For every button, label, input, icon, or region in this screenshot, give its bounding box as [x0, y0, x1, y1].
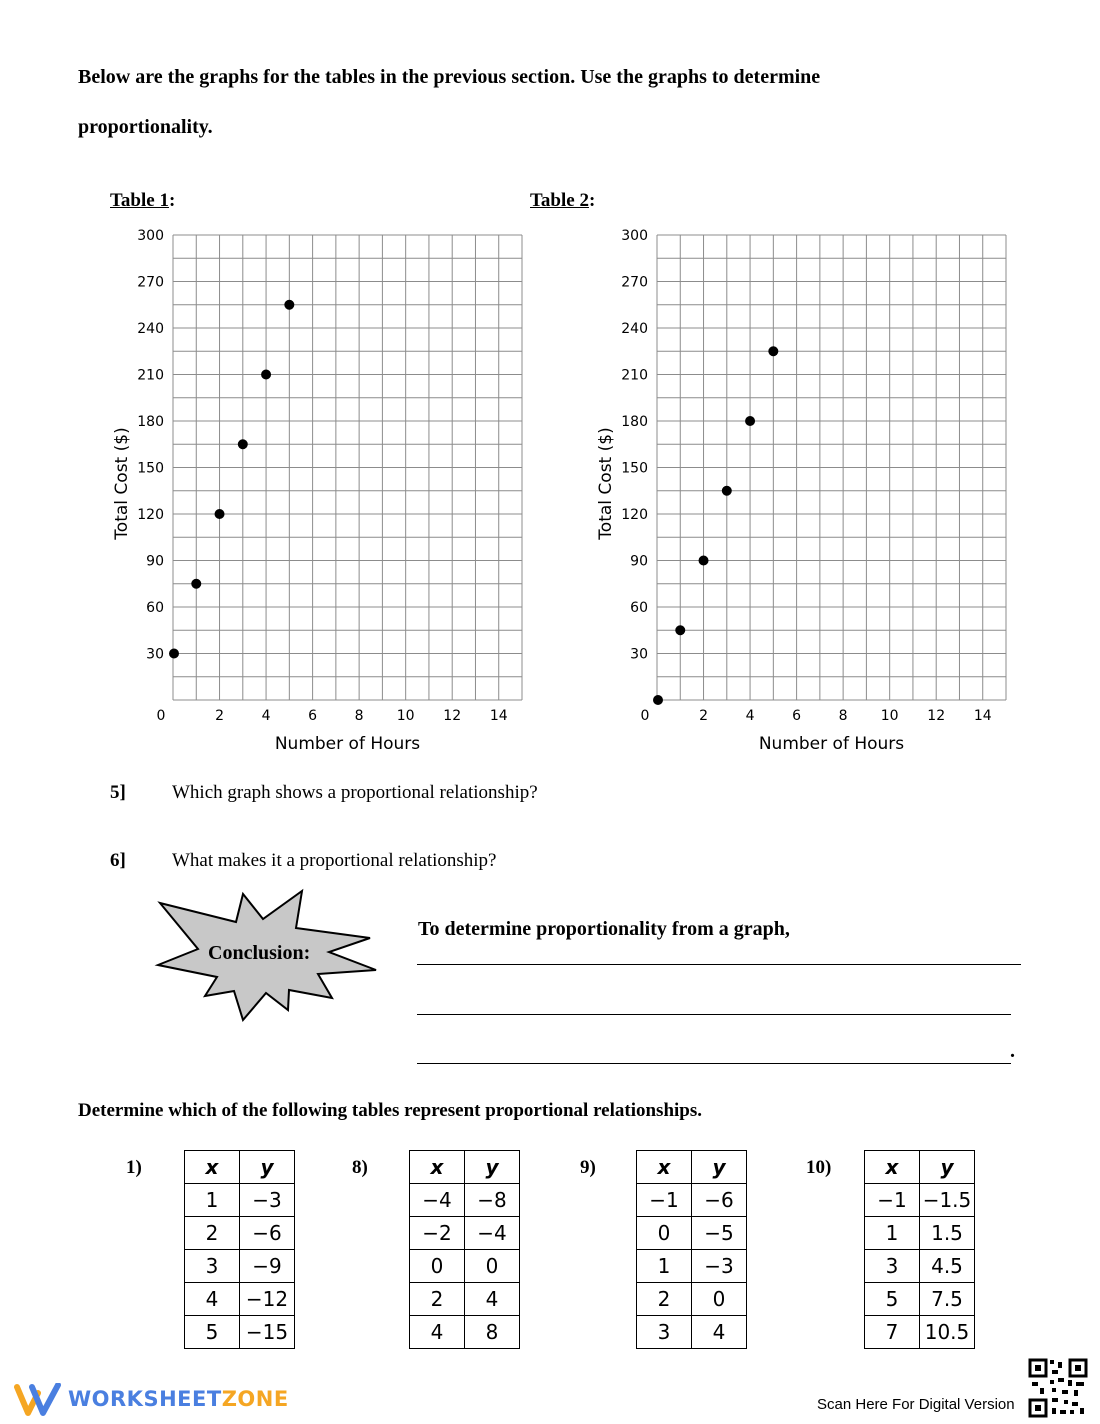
table-9-cell: 0 — [637, 1217, 692, 1250]
y-tick-label: 240 — [137, 321, 164, 337]
brand-name-part-1: WORKSHEET — [68, 1387, 222, 1411]
table-9-cell: −6 — [692, 1184, 747, 1217]
y-axis-label: Total Cost ($) — [112, 427, 132, 540]
question-6 — [110, 850, 496, 872]
chart-grid — [173, 235, 522, 700]
data-point — [653, 695, 663, 705]
y-tick-label: 240 — [621, 321, 648, 337]
table-10-cell: 7 — [865, 1316, 920, 1349]
table-1 — [184, 1150, 295, 1349]
table-8-cell: −4 — [410, 1184, 465, 1217]
table-1-cell: 5 — [185, 1316, 240, 1349]
x-tick-label: 2 — [699, 708, 708, 724]
y-tick-label: 210 — [621, 367, 648, 384]
x-tick-label: 4 — [745, 708, 755, 724]
y-tick-label: 30 — [146, 646, 164, 663]
table-8-cell: −8 — [465, 1184, 520, 1217]
question-6-number: 6] — [110, 850, 126, 871]
brand-name-part-2: ZONE — [221, 1387, 289, 1411]
header-y: y — [920, 1151, 975, 1184]
y-tick-label: 60 — [146, 600, 164, 616]
chart-1-title: Table 1: — [110, 190, 176, 211]
data-point — [169, 649, 179, 659]
answer-line-3[interactable] — [417, 1063, 1011, 1064]
data-point — [191, 579, 201, 589]
y-tick-label: 270 — [621, 274, 648, 291]
table-8-cell: 8 — [465, 1316, 520, 1349]
table-1-cell: 1 — [185, 1184, 240, 1217]
y-tick-label: 300 — [621, 228, 648, 244]
conclusion-badge: Conclusion: — [208, 942, 311, 964]
table-9-cell: 3 — [637, 1316, 692, 1349]
x-tick-label: 6 — [792, 708, 802, 724]
table-8-cell: 0 — [410, 1250, 465, 1283]
y-tick-label: 300 — [137, 228, 164, 244]
data-point — [215, 509, 225, 519]
table-1-cell: 4 — [185, 1283, 240, 1316]
table-9-cell: −3 — [692, 1250, 747, 1283]
data-point — [284, 300, 294, 310]
question-5 — [110, 782, 538, 804]
x-tick-label: 12 — [443, 708, 462, 724]
tables-heading: Determine which of the following tables represent proportional relationships. — [78, 1100, 702, 1121]
table-9-label: 9) — [580, 1157, 596, 1178]
x-tick-label: 10 — [396, 708, 415, 724]
x-tick-label: 0 — [640, 708, 650, 724]
x-tick-label: 10 — [880, 708, 899, 724]
y-tick-label: 120 — [137, 507, 164, 523]
header-y: y — [692, 1151, 747, 1184]
table-1-cell: −9 — [240, 1250, 295, 1283]
header-x: x — [185, 1151, 240, 1184]
y-tick-label: 150 — [137, 460, 164, 477]
answer-line-1[interactable] — [417, 964, 1021, 965]
intro-line-2: proportionality. — [78, 116, 213, 138]
data-point — [675, 625, 685, 635]
table-8-cell: −2 — [410, 1217, 465, 1250]
y-tick-label: 180 — [621, 414, 648, 430]
y-tick-label: 180 — [137, 414, 164, 430]
answer-line-2[interactable] — [417, 1014, 1011, 1015]
header-y: y — [240, 1151, 295, 1184]
scan-text: Scan Here For Digital Version — [817, 1396, 1015, 1413]
x-tick-label: 0 — [156, 708, 166, 724]
x-tick-label: 14 — [973, 708, 992, 724]
y-tick-label: 120 — [621, 507, 648, 523]
answer-period: . — [1010, 1040, 1015, 1062]
table-9-cell: −1 — [637, 1184, 692, 1217]
header-x: x — [637, 1151, 692, 1184]
table-10-cell: 10.5 — [920, 1316, 975, 1349]
table-8 — [409, 1150, 520, 1349]
table-10-label: 10) — [806, 1157, 832, 1178]
table-1-cell: 3 — [185, 1250, 240, 1283]
data-point — [722, 486, 732, 496]
x-tick-label: 12 — [927, 708, 946, 724]
chart-grid — [657, 235, 1006, 700]
table-9 — [636, 1150, 747, 1349]
worksheetzone-logo-icon — [14, 1383, 62, 1417]
table-9-cell: 4 — [692, 1316, 747, 1349]
table-9-cell: −5 — [692, 1217, 747, 1250]
table-9-cell: 1 — [637, 1250, 692, 1283]
brand-name[interactable] — [68, 1387, 289, 1411]
data-point — [261, 370, 271, 380]
x-axis-label: Number of Hours — [274, 734, 421, 754]
conclusion-heading: To determine proportionality from a graph, — [418, 918, 790, 940]
y-tick-label: 150 — [621, 460, 648, 477]
y-tick-label: 210 — [137, 367, 164, 384]
question-6-text: What makes it a proportional relationship? — [172, 850, 497, 871]
table-8-cell: 4 — [410, 1316, 465, 1349]
y-tick-label: 90 — [630, 553, 648, 570]
table-10-cell: −1 — [865, 1184, 920, 1217]
x-tick-label: 2 — [215, 708, 224, 724]
y-tick-label: 270 — [137, 274, 164, 291]
table-10-cell: 7.5 — [920, 1283, 975, 1316]
chart-1-title-text: Table 1 — [110, 190, 169, 211]
x-tick-label: 8 — [354, 708, 364, 724]
y-tick-label: 60 — [630, 600, 648, 616]
qr-code-icon[interactable] — [1028, 1358, 1088, 1418]
chart-1 — [100, 220, 540, 760]
table-9-cell: 0 — [692, 1283, 747, 1316]
y-axis-label: Total Cost ($) — [596, 427, 616, 540]
chart-2-title: Table 2: — [530, 190, 596, 211]
table-8-cell: 4 — [465, 1283, 520, 1316]
table-10-cell: 5 — [865, 1283, 920, 1316]
question-5-text: Which graph shows a proportional relationship? — [172, 782, 538, 803]
chart-2-title-text: Table 2 — [530, 190, 589, 211]
table-1-cell: −3 — [240, 1184, 295, 1217]
chart-2 — [584, 220, 1024, 760]
header-y: y — [465, 1151, 520, 1184]
data-point — [238, 439, 248, 449]
table-1-label: 1) — [126, 1157, 142, 1178]
table-1-cell: −15 — [240, 1316, 295, 1349]
table-10-cell: 4.5 — [920, 1250, 975, 1283]
header-x: x — [410, 1151, 465, 1184]
y-tick-label: 90 — [146, 553, 164, 570]
table-10 — [864, 1150, 975, 1349]
question-5-number: 5] — [110, 782, 126, 803]
x-axis-label: Number of Hours — [758, 734, 905, 754]
x-tick-label: 6 — [308, 708, 318, 724]
x-tick-label: 14 — [489, 708, 508, 724]
table-1-cell: −12 — [240, 1283, 295, 1316]
table-9-cell: 2 — [637, 1283, 692, 1316]
table-1-cell: −6 — [240, 1217, 295, 1250]
table-10-cell: 3 — [865, 1250, 920, 1283]
table-8-cell: −4 — [465, 1217, 520, 1250]
table-8-cell: 0 — [465, 1250, 520, 1283]
table-1-cell: 2 — [185, 1217, 240, 1250]
table-8-cell: 2 — [410, 1283, 465, 1316]
data-point — [768, 346, 778, 356]
table-10-cell: −1.5 — [920, 1184, 975, 1217]
data-point — [745, 416, 755, 426]
table-10-cell: 1 — [865, 1217, 920, 1250]
x-tick-label: 8 — [838, 708, 848, 724]
table-8-label: 8) — [352, 1157, 368, 1178]
data-point — [699, 556, 709, 566]
intro-line-1: Below are the graphs for the tables in the previous section. Use the graphs to determine — [78, 66, 821, 88]
y-tick-label: 30 — [630, 646, 648, 663]
x-tick-label: 4 — [261, 708, 271, 724]
header-x: x — [865, 1151, 920, 1184]
table-10-cell: 1.5 — [920, 1217, 975, 1250]
